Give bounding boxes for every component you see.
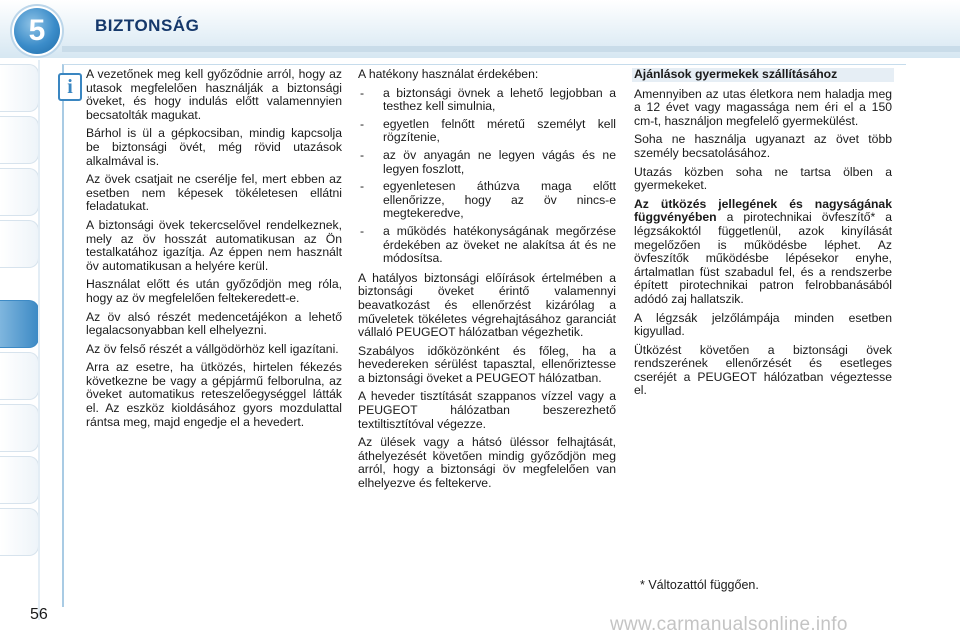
chapter-tab[interactable] xyxy=(0,116,39,164)
paragraph: Az öv alsó részét medencetájékon a lehető legalacsonyabban kell elhelyezni. xyxy=(86,309,342,338)
paragraph: Használat előtt és után győződjön meg róla, hogy az öv megfelelően feltekeredett-e. xyxy=(86,277,342,305)
header-stripe xyxy=(62,46,960,52)
paragraph: Szabályos időközönként és főleg, ha a hevedereken sérülést tapasztal, ellenőriztesse a biztonsági öveket a PEUGEOT hálózatban. xyxy=(358,343,616,385)
paragraph: A biztonsági övek tekercselővel rendelkeznek, mely az öv hosszát automatikusan az Ön testalkatához igazítja. Az éppen nem használt öv automatikusan a helyére kerül. xyxy=(86,217,342,273)
paragraph-rest: a pirotechnikai övfeszítő* a légzsákoktól függetlenül, azok kinyílását megelőzően is működésbe léphet. Az övfeszítők működésbe lépésekor enyhe, ártalmatlan füst szabadul fel, és a rendszerbe épített pirotechnikai patron felrobbanásából adódó zaj hallatszik. xyxy=(634,210,892,306)
column-1 xyxy=(86,68,342,434)
watermark: www.carmanualsonline.info xyxy=(610,614,848,635)
chapter-tab-active[interactable] xyxy=(0,300,39,348)
side-divider xyxy=(38,60,40,620)
paragraph: Az ülések vagy a hátsó üléssor felhajtását, áthelyezését követően mindig győződjön meg arról, hogy a biztonsági öv megfelelően van elhelyezve és feltekerve. xyxy=(358,435,616,491)
chapter-tab[interactable] xyxy=(0,168,39,216)
paragraph: Arra az esetre, ha ütközés, hirtelen fékezés következne be vagy a gépjármű felborulna, az öveket automatikus reteszelőegységgel látták el. Az eszköz kioldásához gyors mozdulattal rántsa meg, majd engedje el a hevedert. xyxy=(86,360,342,429)
chapter-tab[interactable] xyxy=(0,64,39,112)
chapter-badge: 5 xyxy=(14,8,60,54)
chapter-tab[interactable] xyxy=(0,456,39,504)
bold-lead: Az ütközés jellegének és nagyságának függvényében xyxy=(634,196,892,225)
paragraph: A vezetőnek meg kell győződnie arról, hogy az utasok megfelelően használják a biztonsági öveket, és hogy indulás előtt valamennyien becsatolták magukat. xyxy=(86,67,342,122)
list-item: - egyenletesen áthúzva maga előtt ellenőrizze, hogy az öv nincs-e megtekeredve, xyxy=(358,180,616,221)
list-intro: A hatékony használat érdekében: xyxy=(358,67,539,81)
paragraph: A légzsák jelzőlámpája minden esetben kigyullad. xyxy=(634,310,892,339)
info-icon: i xyxy=(58,73,82,101)
section-title: Ajánlások gyermekek szállításához xyxy=(632,68,894,82)
paragraph: A hatályos biztonsági előírások értelmében a biztonsági öveket érintő valamennyi beavatkozást és ellenőrzést kizárólag a műveletek tökéletes végrehajtásához garanciát vállaló PEUGEOT hálózatban végezhetik. xyxy=(358,270,616,340)
paragraph: Az övek csatjait ne cserélje fel, mert ebben az esetben nem képesek tökéletesen ellátni feladatukat. xyxy=(86,172,342,214)
paragraph: Bárhol is ül a gépkocsiban, mindig kapcsolja be biztonsági övét, még rövid utazások alkalmával is. xyxy=(86,126,342,168)
page-number: 56 xyxy=(30,606,48,623)
paragraph-pretensioner xyxy=(634,198,892,307)
chapter-tab[interactable] xyxy=(0,220,39,268)
list-item: - az öv anyagán ne legyen vágás és ne legyen foszlott, xyxy=(358,149,616,176)
paragraph: Ütközést követően a biztonsági övek rendszerének ellenőrzését és esetleges cseréjét a PEUGEOT hálózatban végeztesse el. xyxy=(634,342,892,398)
paragraph: Amennyiben az utas életkora nem haladja meg a 12 évet vagy magassága nem éri el a 150 cm-t, használjon megfelelő gyermekülést. xyxy=(634,86,892,128)
paragraph: Utazás közben soha ne tartsa ölben a gyermekeket. xyxy=(634,164,892,193)
column-3 xyxy=(634,68,892,403)
paragraph: Soha ne használja ugyanazt az övet több személy becsatolásához. xyxy=(634,132,892,160)
list-item: - egyetlen felnőtt méretű személyt kell rögzítenie, xyxy=(358,118,616,145)
paragraph: Az öv felső részét a vállgödörhöz kell igazítani. xyxy=(86,341,339,356)
footnote: * Változattól függően. xyxy=(640,578,759,592)
dash-list xyxy=(358,87,616,266)
page-title: BIZTONSÁG xyxy=(95,16,200,35)
chapter-tab[interactable] xyxy=(0,508,39,556)
chapter-tab[interactable] xyxy=(0,352,39,400)
list-item: - a működés hatékonyságának megőrzése érdekében az öveket ne alakítsa át és ne módosítsa. xyxy=(358,225,616,266)
column-2 xyxy=(358,68,616,496)
chapter-tab[interactable] xyxy=(0,404,39,452)
list-item: - a biztonsági övnek a lehető legjobban a testhez kell simulnia, xyxy=(358,87,616,114)
paragraph: A heveder tisztítását szappanos vízzel vagy a PEUGEOT hálózatban beszerezhető textiltisztítóval végezze. xyxy=(358,389,616,431)
